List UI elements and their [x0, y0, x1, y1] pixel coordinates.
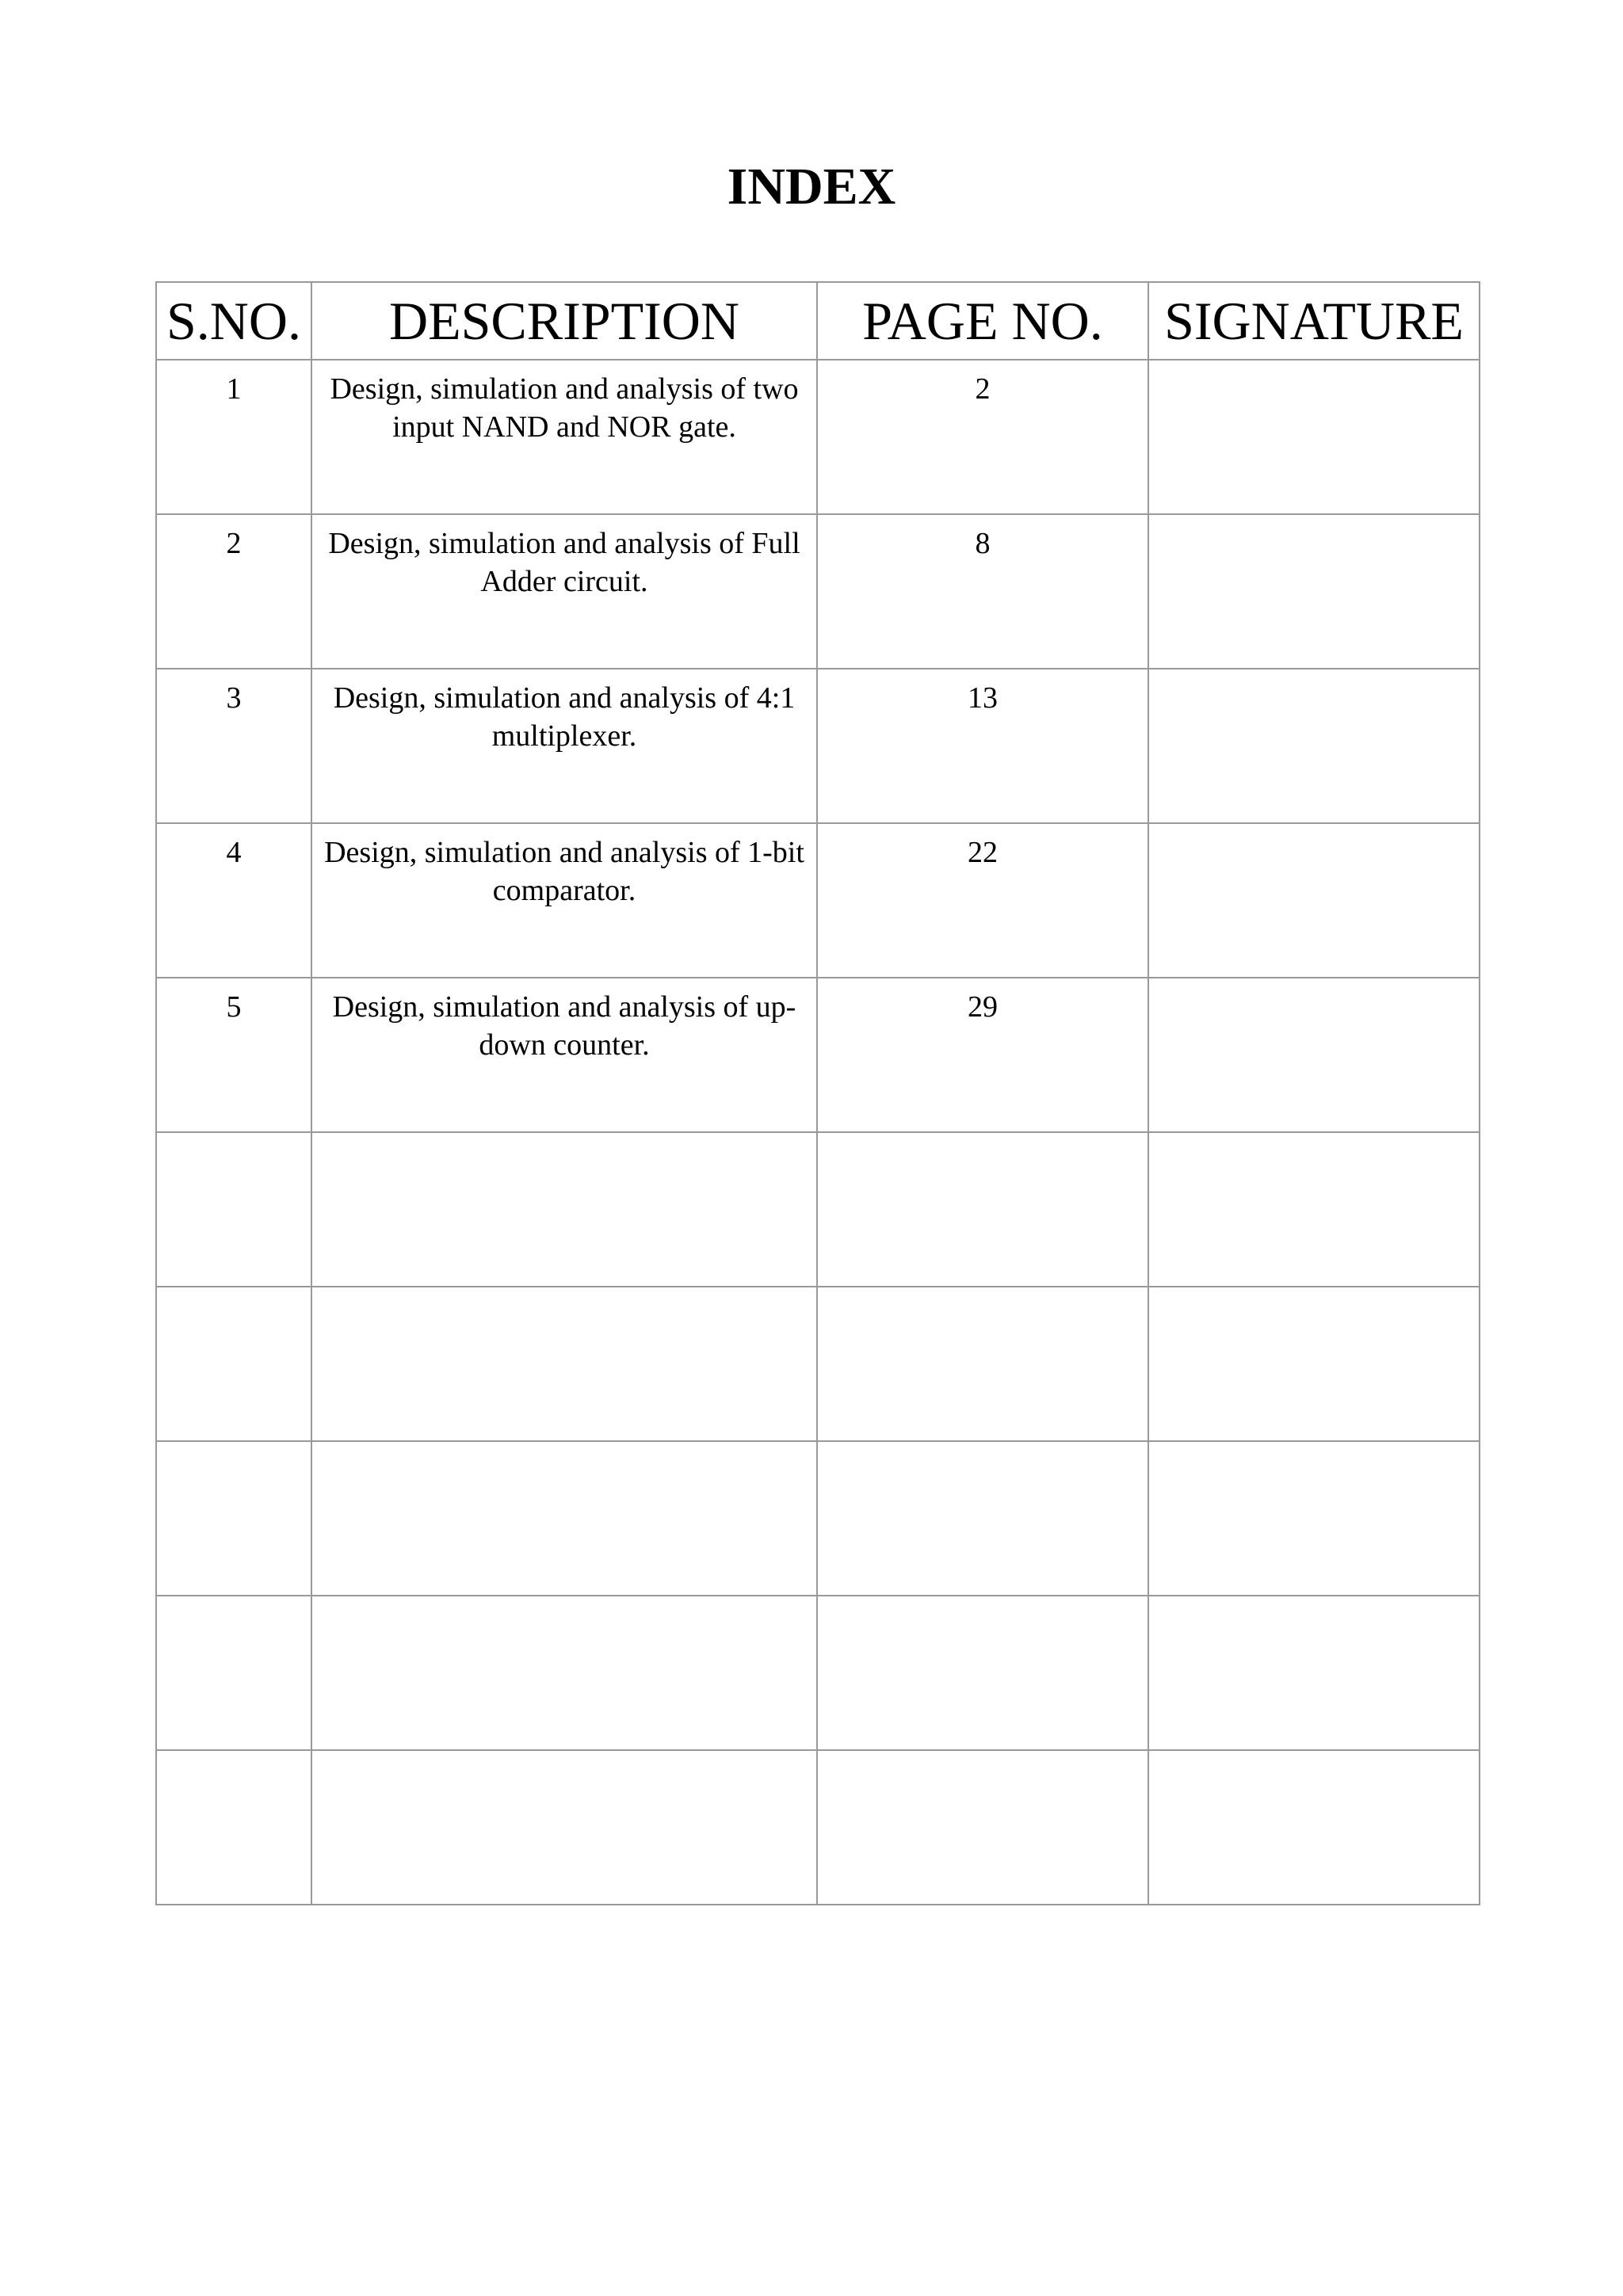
table-row	[156, 360, 1480, 514]
cell-signature	[1148, 1132, 1480, 1287]
header-description: DESCRIPTION	[311, 282, 817, 360]
cell-description	[311, 1132, 817, 1287]
cell-sno	[156, 1596, 311, 1750]
description-text: Design, simulation and analysis of up-down counter.	[332, 990, 796, 1062]
table-row	[156, 1750, 1480, 1905]
cell-page-no	[817, 1750, 1148, 1905]
cell-signature	[1148, 514, 1480, 669]
description-text: Design, simulation and analysis of two input NAND and NOR gate.	[330, 372, 799, 444]
header-page-no: PAGE NO.	[817, 282, 1148, 360]
table-row	[156, 1132, 1480, 1287]
cell-description	[311, 1287, 817, 1441]
cell-sno: 5	[156, 978, 311, 1132]
index-table	[155, 281, 1480, 1905]
description-text: Design, simulation and analysis of Full Adder circuit.	[328, 527, 800, 598]
table-row	[156, 514, 1480, 669]
description-text: Design, simulation and analysis of 1-bit comparator.	[324, 836, 804, 907]
cell-signature	[1148, 1441, 1480, 1596]
cell-signature	[1148, 360, 1480, 514]
cell-sno	[156, 1441, 311, 1596]
cell-description	[311, 1750, 817, 1905]
table-row	[156, 1287, 1480, 1441]
header-sno: S.NO.	[156, 282, 311, 360]
cell-sno	[156, 1287, 311, 1441]
cell-description	[311, 1596, 817, 1750]
table-row	[156, 669, 1480, 823]
cell-page-no: 13	[817, 669, 1148, 823]
cell-signature	[1148, 1596, 1480, 1750]
cell-sno	[156, 1132, 311, 1287]
table-row	[156, 823, 1480, 978]
cell-sno	[156, 1750, 311, 1905]
cell-sno: 2	[156, 514, 311, 669]
table-row	[156, 1596, 1480, 1750]
cell-sno: 4	[156, 823, 311, 978]
page-title: INDEX	[727, 158, 896, 215]
cell-signature	[1148, 669, 1480, 823]
cell-page-no	[817, 1596, 1148, 1750]
cell-page-no: 22	[817, 823, 1148, 978]
cell-page-no	[817, 1441, 1148, 1596]
cell-signature	[1148, 1750, 1480, 1905]
table-row	[156, 1441, 1480, 1596]
cell-description	[311, 669, 817, 823]
cell-description	[311, 514, 817, 669]
description-text: Design, simulation and analysis of 4:1 multiplexer.	[333, 681, 796, 753]
cell-description	[311, 823, 817, 978]
cell-description	[311, 360, 817, 514]
cell-sno: 1	[156, 360, 311, 514]
table-header-row	[156, 282, 1480, 360]
table-row	[156, 978, 1480, 1132]
cell-page-no	[817, 1287, 1148, 1441]
cell-signature	[1148, 823, 1480, 978]
cell-signature	[1148, 978, 1480, 1132]
cell-description	[311, 1441, 817, 1596]
cell-page-no: 29	[817, 978, 1148, 1132]
cell-page-no: 8	[817, 514, 1148, 669]
header-signature: SIGNATURE	[1148, 282, 1480, 360]
cell-sno: 3	[156, 669, 311, 823]
cell-description	[311, 978, 817, 1132]
cell-page-no: 2	[817, 360, 1148, 514]
cell-page-no	[817, 1132, 1148, 1287]
cell-signature	[1148, 1287, 1480, 1441]
